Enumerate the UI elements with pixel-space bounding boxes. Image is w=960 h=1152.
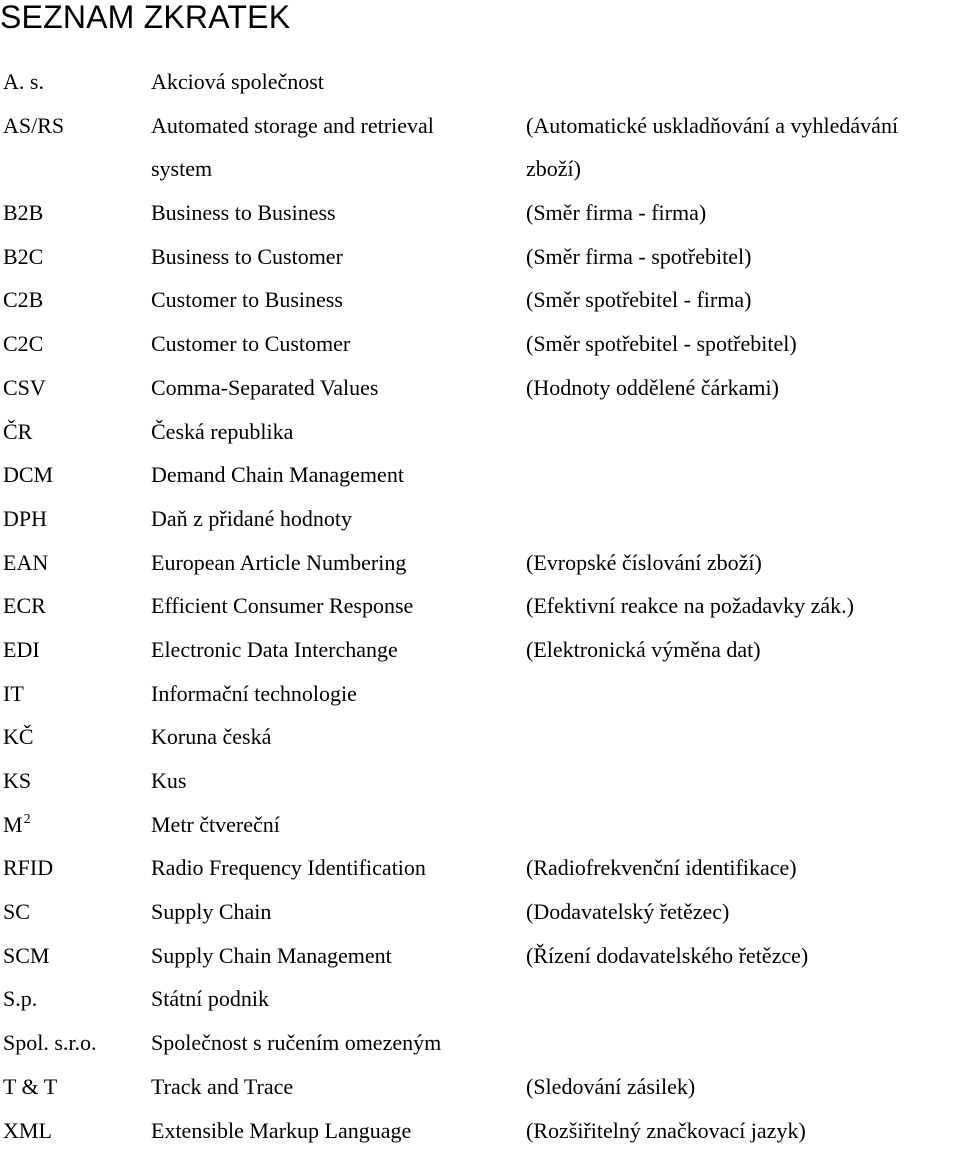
abbreviation-term bbox=[3, 759, 31, 803]
abbreviation-row bbox=[0, 1021, 960, 1065]
abbreviation-row bbox=[0, 628, 960, 672]
abbreviation-expansion: Comma-Separated Values bbox=[151, 366, 378, 410]
abbreviation-term-text: AS/RS bbox=[3, 113, 64, 138]
abbreviation-expansion: Koruna česká bbox=[151, 715, 271, 759]
abbreviation-term bbox=[3, 104, 64, 148]
abbreviation-translation: (Efektivní reakce na požadavky zák.) bbox=[526, 584, 854, 628]
abbreviation-expansion: Customer to Business bbox=[151, 278, 343, 322]
abbreviation-term-text: SCM bbox=[3, 943, 49, 968]
abbreviation-term bbox=[3, 672, 24, 716]
abbreviation-expansion: Společnost s ručením omezeným bbox=[151, 1021, 441, 1065]
abbreviation-translation: (Směr firma - spotřebitel) bbox=[526, 235, 751, 279]
abbreviation-expansion: Business to Business bbox=[151, 191, 336, 235]
abbreviation-term-text: B2B bbox=[3, 200, 43, 225]
abbreviation-term-text: EDI bbox=[3, 637, 40, 662]
abbreviation-row bbox=[0, 410, 960, 454]
abbreviation-term-text: IT bbox=[3, 681, 24, 706]
abbreviation-row bbox=[0, 322, 960, 366]
abbreviation-term-text: Spol. s.r.o. bbox=[3, 1030, 97, 1055]
abbreviation-term bbox=[3, 278, 43, 322]
abbreviation-row bbox=[0, 60, 960, 104]
abbreviation-translation: zboží) bbox=[526, 147, 581, 191]
abbreviation-expansion: Daň z přidané hodnoty bbox=[151, 497, 352, 541]
abbreviation-term bbox=[3, 453, 53, 497]
abbreviation-translation: (Směr firma - firma) bbox=[526, 191, 706, 235]
abbreviation-row bbox=[0, 541, 960, 585]
abbreviation-term-text: DPH bbox=[3, 506, 47, 531]
abbreviation-term bbox=[3, 934, 49, 978]
abbreviation-translation: (Sledování zásilek) bbox=[526, 1065, 695, 1109]
abbreviation-row bbox=[0, 934, 960, 978]
abbreviation-translation: (Dodavatelský řetězec) bbox=[526, 890, 729, 934]
abbreviation-term bbox=[3, 366, 46, 410]
page-title: SEZNAM ZKRATEK bbox=[0, 0, 290, 34]
abbreviation-row bbox=[0, 715, 960, 759]
abbreviation-row bbox=[0, 977, 960, 1021]
abbreviation-translation: (Evropské číslování zboží) bbox=[526, 541, 762, 585]
abbreviation-row bbox=[0, 803, 960, 847]
abbreviation-term-text: M bbox=[3, 812, 23, 837]
abbreviation-term-text: S.p. bbox=[3, 986, 37, 1011]
abbreviation-term bbox=[3, 803, 31, 847]
abbreviation-row bbox=[0, 366, 960, 410]
abbreviation-translation: (Řízení dodavatelského řetězce) bbox=[526, 934, 808, 978]
abbreviation-term-text: KČ bbox=[3, 724, 34, 749]
abbreviation-expansion: European Article Numbering bbox=[151, 541, 406, 585]
abbreviation-row bbox=[0, 672, 960, 716]
abbreviation-expansion: Business to Customer bbox=[151, 235, 343, 279]
abbreviation-expansion: Track and Trace bbox=[151, 1065, 293, 1109]
abbreviation-row bbox=[0, 235, 960, 279]
abbreviation-expansion: Informační technologie bbox=[151, 672, 357, 716]
abbreviation-translation: (Směr spotřebitel - firma) bbox=[526, 278, 751, 322]
abbreviation-translation: (Rozšiřitelný značkovací jazyk) bbox=[526, 1109, 806, 1152]
abbreviation-term bbox=[3, 410, 32, 454]
abbreviation-term bbox=[3, 846, 53, 890]
abbreviation-expansion: Kus bbox=[151, 759, 186, 803]
abbreviation-list bbox=[0, 60, 960, 1152]
abbreviation-translation: (Elektronická výměna dat) bbox=[526, 628, 761, 672]
abbreviation-term-text: A. s. bbox=[3, 69, 44, 94]
abbreviation-term bbox=[3, 628, 40, 672]
abbreviation-term bbox=[3, 191, 43, 235]
abbreviation-row bbox=[0, 846, 960, 890]
abbreviation-expansion: Metr čtvereční bbox=[151, 803, 280, 847]
abbreviation-term bbox=[3, 497, 47, 541]
abbreviation-row bbox=[0, 1065, 960, 1109]
abbreviation-translation: (Automatické uskladňování a vyhledávání bbox=[526, 104, 898, 148]
abbreviation-expansion: Supply Chain bbox=[151, 890, 271, 934]
abbreviation-term-text: ČR bbox=[3, 419, 32, 444]
abbreviation-row bbox=[0, 278, 960, 322]
abbreviation-term bbox=[3, 977, 37, 1021]
abbreviation-term-text: EAN bbox=[3, 550, 48, 575]
abbreviation-expansion: Supply Chain Management bbox=[151, 934, 392, 978]
abbreviation-term-text: T & T bbox=[3, 1074, 57, 1099]
abbreviation-row bbox=[0, 147, 960, 191]
abbreviation-translation: (Směr spotřebitel - spotřebitel) bbox=[526, 322, 797, 366]
abbreviation-term-text: B2C bbox=[3, 244, 43, 269]
abbreviation-row bbox=[0, 453, 960, 497]
abbreviation-expansion: Automated storage and retrieval bbox=[151, 104, 434, 148]
abbreviation-row bbox=[0, 584, 960, 628]
abbreviation-term-text: RFID bbox=[3, 855, 53, 880]
abbreviation-expansion: Státní podnik bbox=[151, 977, 269, 1021]
abbreviation-term bbox=[3, 1065, 57, 1109]
abbreviation-row bbox=[0, 104, 960, 148]
abbreviation-row bbox=[0, 890, 960, 934]
abbreviation-term-text: SC bbox=[3, 899, 30, 924]
abbreviation-expansion: system bbox=[151, 147, 212, 191]
abbreviation-term bbox=[3, 541, 48, 585]
abbreviation-term bbox=[3, 584, 46, 628]
abbreviation-translation: (Hodnoty oddělené čárkami) bbox=[526, 366, 779, 410]
abbreviation-expansion: Customer to Customer bbox=[151, 322, 350, 366]
abbreviation-row bbox=[0, 497, 960, 541]
abbreviation-term bbox=[3, 60, 44, 104]
abbreviation-row bbox=[0, 191, 960, 235]
abbreviation-term-text: DCM bbox=[3, 462, 53, 487]
abbreviation-expansion: Radio Frequency Identification bbox=[151, 846, 426, 890]
abbreviation-term-text: KS bbox=[3, 768, 31, 793]
abbreviation-term bbox=[3, 1021, 97, 1065]
abbreviation-expansion: Akciová společnost bbox=[151, 60, 324, 104]
abbreviation-term-text: XML bbox=[3, 1118, 52, 1143]
abbreviation-expansion: Česká republika bbox=[151, 410, 293, 454]
abbreviation-term-text: C2C bbox=[3, 331, 43, 356]
abbreviation-row bbox=[0, 1109, 960, 1152]
abbreviation-term-text: C2B bbox=[3, 287, 43, 312]
abbreviation-term bbox=[3, 1109, 52, 1152]
abbreviation-term bbox=[3, 715, 34, 759]
abbreviation-expansion: Efficient Consumer Response bbox=[151, 584, 413, 628]
abbreviation-superscript: 2 bbox=[24, 812, 31, 827]
abbreviation-expansion: Demand Chain Management bbox=[151, 453, 404, 497]
abbreviation-term bbox=[3, 890, 30, 934]
abbreviation-term bbox=[3, 235, 43, 279]
abbreviation-expansion: Extensible Markup Language bbox=[151, 1109, 411, 1152]
abbreviation-term bbox=[3, 322, 43, 366]
abbreviation-expansion: Electronic Data Interchange bbox=[151, 628, 398, 672]
abbreviation-term-text: CSV bbox=[3, 375, 46, 400]
abbreviation-term-text: ECR bbox=[3, 593, 46, 618]
abbreviation-row bbox=[0, 759, 960, 803]
abbreviation-translation: (Radiofrekvenční identifikace) bbox=[526, 846, 797, 890]
